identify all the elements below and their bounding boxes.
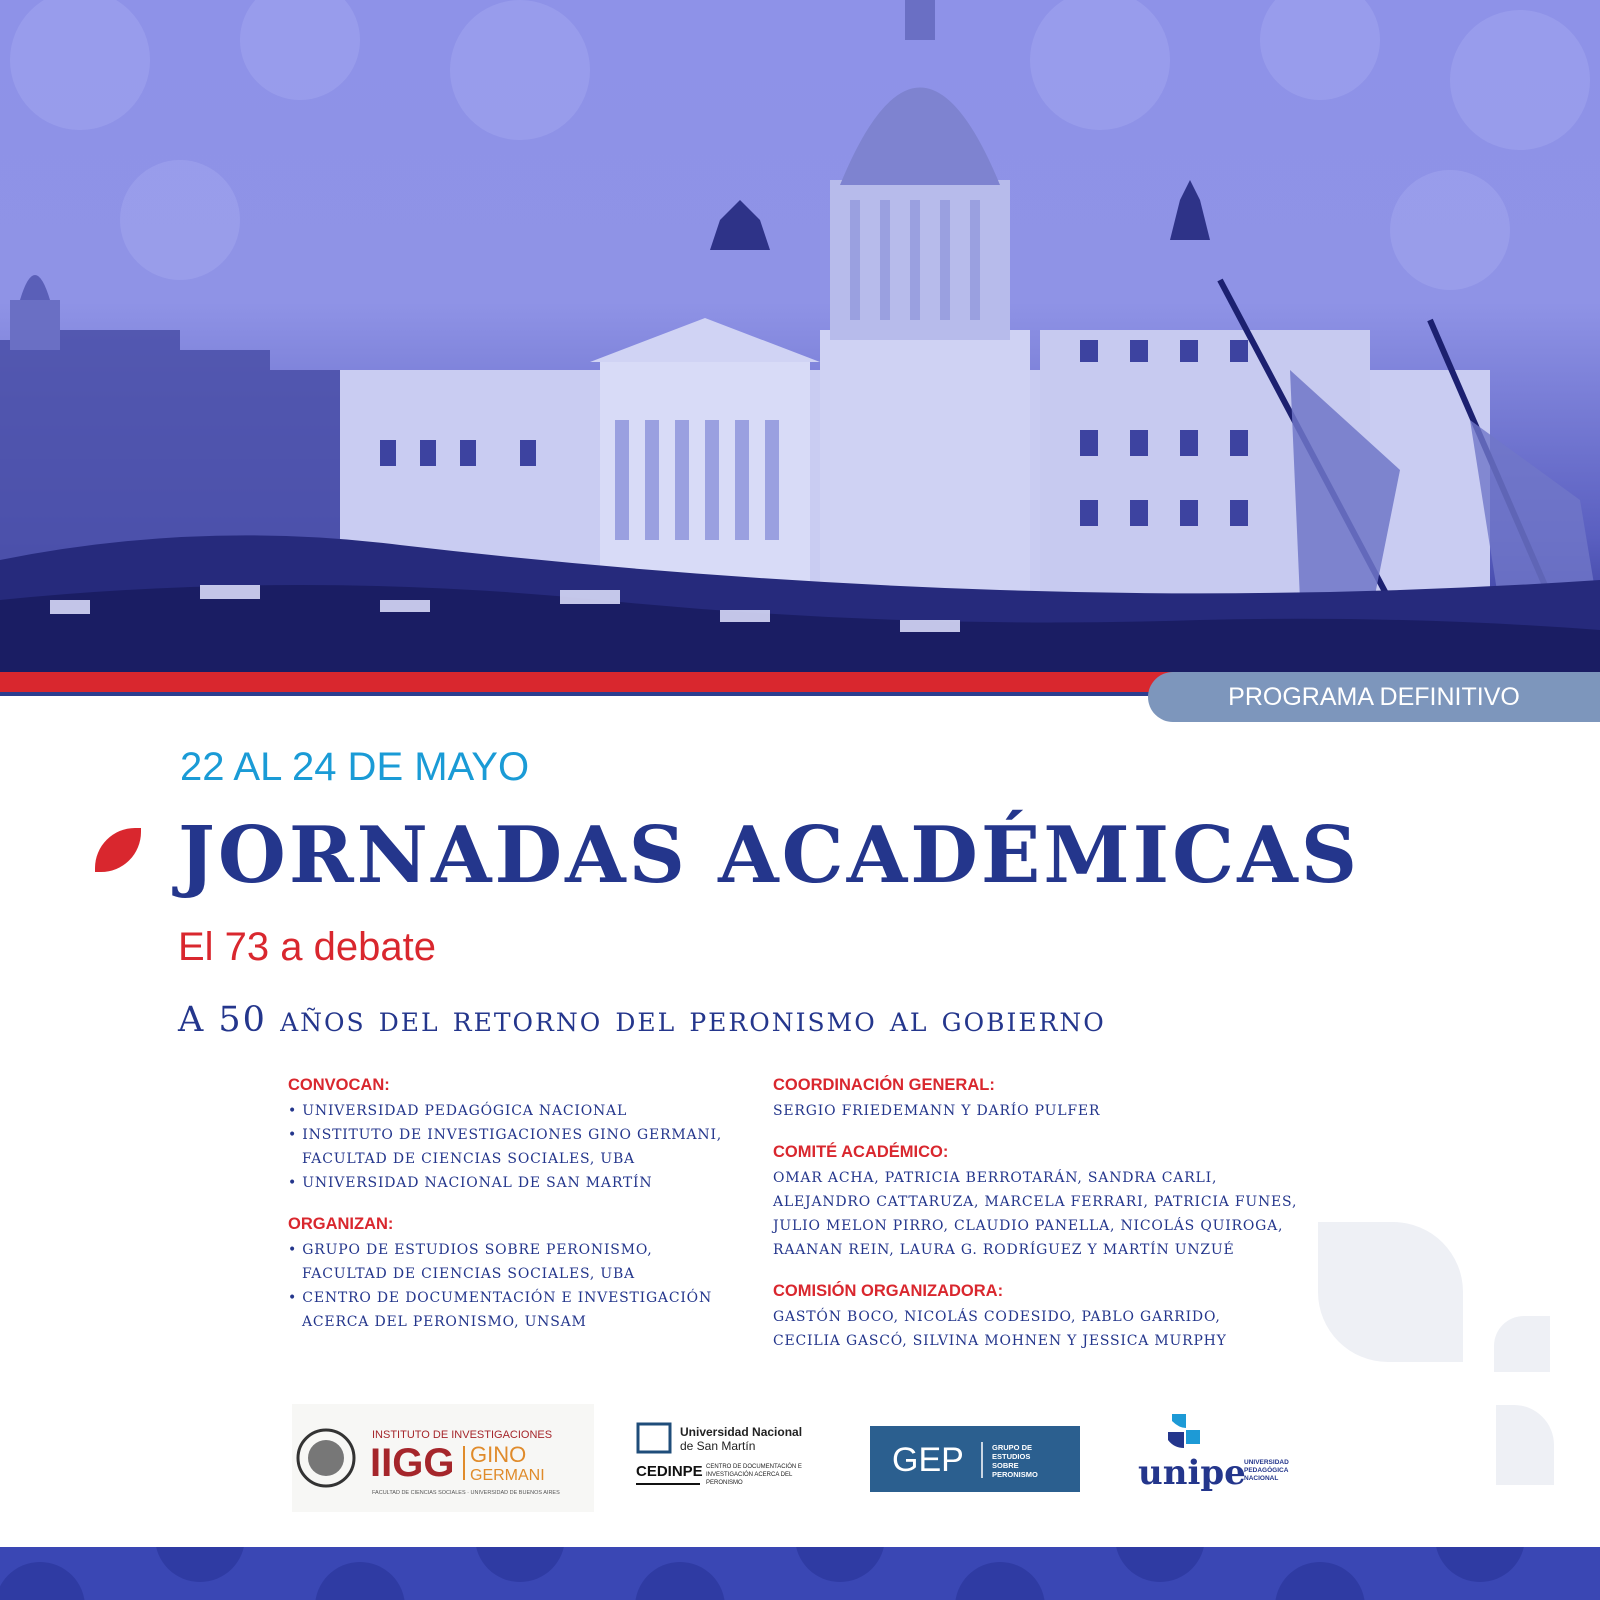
hero-photo bbox=[0, 0, 1600, 672]
cedinpe-desc-line2: INVESTIGACIÓN ACERCA DEL bbox=[706, 1472, 793, 1478]
cedinpe-logo bbox=[636, 1420, 816, 1506]
comite-item: OMAR ACHA, PATRICIA BERROTARÁN, SANDRA CARLI, bbox=[773, 1170, 1218, 1186]
organizan-item: • GRUPO DE ESTUDIOS SOBRE PERONISMO, bbox=[288, 1242, 653, 1258]
convocan-item: • UNIVERSIDAD PEDAGÓGICA NACIONAL bbox=[288, 1103, 628, 1119]
event-tagline: A 50 años del retorno del peronismo al gobierno bbox=[178, 1000, 1106, 1040]
cedinpe-desc-line3: PERONISMO bbox=[706, 1480, 743, 1486]
leaf-bullet-icon bbox=[95, 828, 141, 872]
comision-heading: COMISIÓN ORGANIZADORA: bbox=[773, 1282, 1004, 1300]
iigg-gino-text: GINO bbox=[470, 1442, 527, 1467]
organizers-column bbox=[288, 1076, 748, 1334]
comite-item: RAANAN REIN, LAURA G. RODRÍGUEZ Y MARTÍN UNZUÉ bbox=[773, 1242, 1235, 1258]
coordinacion-item: SERGIO FRIEDEMANN Y DARÍO PULFER bbox=[773, 1103, 1101, 1119]
iigg-germani-text: GERMANI bbox=[470, 1467, 545, 1484]
unipe-logo bbox=[1138, 1412, 1298, 1504]
comite-item: ALEJANDRO CATTARUZA, MARCELA FERRARI, PATRICIA FUNES, bbox=[773, 1194, 1298, 1210]
iigg-main-text: IIGG bbox=[370, 1441, 455, 1485]
event-title: JORNADAS ACADÉMICAS bbox=[178, 810, 1361, 901]
decorative-leaf-shape bbox=[1494, 1316, 1550, 1372]
iigg-foot-text: FACULTAD DE CIENCIAS SOCIALES · UNIVERSIDAD DE BUENOS AIRES bbox=[372, 1490, 560, 1496]
cedinpe-univ-line2: de San Martín bbox=[680, 1439, 756, 1453]
cedinpe-name: CEDINPE bbox=[636, 1463, 703, 1480]
comision-item: CECILIA GASCÓ, SILVINA MOHNEN Y JESSICA MURPHY bbox=[773, 1333, 1227, 1349]
cedinpe-desc-line1: CENTRO DE DOCUMENTACIÓN E bbox=[706, 1464, 802, 1470]
convocan-heading: CONVOCAN: bbox=[288, 1076, 390, 1094]
bottom-pattern-band bbox=[0, 1547, 1600, 1600]
organizan-item: FACULTAD DE CIENCIAS SOCIALES, UBA bbox=[302, 1266, 635, 1282]
decorative-leaf-shape bbox=[1496, 1405, 1554, 1485]
cedinpe-univ-line1: Universidad Nacional bbox=[680, 1425, 803, 1439]
comite-item: JULIO MELON PIRRO, CLAUDIO PANELLA, NICOLÁS QUIROGA, bbox=[773, 1218, 1284, 1234]
committee-column bbox=[773, 1076, 1333, 1353]
gep-logo bbox=[870, 1426, 1080, 1492]
event-subtitle: El 73 a debate bbox=[178, 925, 436, 969]
convocan-item: • INSTITUTO DE INVESTIGACIONES GINO GERMANI, bbox=[288, 1127, 723, 1143]
gep-desc-line3: SOBRE bbox=[992, 1461, 1019, 1470]
gep-desc-line2: ESTUDIOS bbox=[992, 1452, 1031, 1461]
comision-item: GASTÓN BOCO, NICOLÁS CODESIDO, PABLO GARRIDO, bbox=[773, 1309, 1221, 1325]
unipe-desc-line3: NACIONAL bbox=[1244, 1475, 1279, 1482]
organizan-item: • CENTRO DE DOCUMENTACIÓN E INVESTIGACIÓN bbox=[288, 1290, 713, 1306]
decorative-leaf-shape bbox=[1318, 1222, 1463, 1362]
convocan-item: • UNIVERSIDAD NACIONAL DE SAN MARTÍN bbox=[288, 1175, 653, 1191]
unipe-desc-line1: UNIVERSIDAD bbox=[1244, 1459, 1289, 1466]
comite-heading: COMITÉ ACADÉMICO: bbox=[773, 1143, 949, 1161]
coordinacion-heading: COORDINACIÓN GENERAL: bbox=[773, 1076, 995, 1094]
congress-illustration bbox=[0, 0, 1600, 672]
convocan-item: FACULTAD DE CIENCIAS SOCIALES, UBA bbox=[302, 1151, 635, 1167]
gep-name: GEP bbox=[892, 1441, 964, 1479]
iigg-top-text: INSTITUTO DE INVESTIGACIONES bbox=[372, 1429, 553, 1441]
event-date: 22 AL 24 DE MAYO bbox=[180, 745, 530, 789]
unipe-name: unipe bbox=[1138, 1453, 1246, 1493]
organizan-item: ACERCA DEL PERONISMO, UNSAM bbox=[302, 1314, 587, 1330]
gep-desc-line1: GRUPO DE bbox=[992, 1443, 1033, 1452]
unipe-desc-line2: PEDAGÓGICA bbox=[1244, 1467, 1289, 1474]
gep-desc-line4: PERONISMO bbox=[992, 1470, 1038, 1479]
program-status-tab bbox=[1148, 672, 1600, 722]
iigg-logo bbox=[292, 1404, 594, 1512]
program-status-label: PROGRAMA DEFINITIVO bbox=[1228, 682, 1520, 711]
organizan-heading: ORGANIZAN: bbox=[288, 1215, 394, 1233]
